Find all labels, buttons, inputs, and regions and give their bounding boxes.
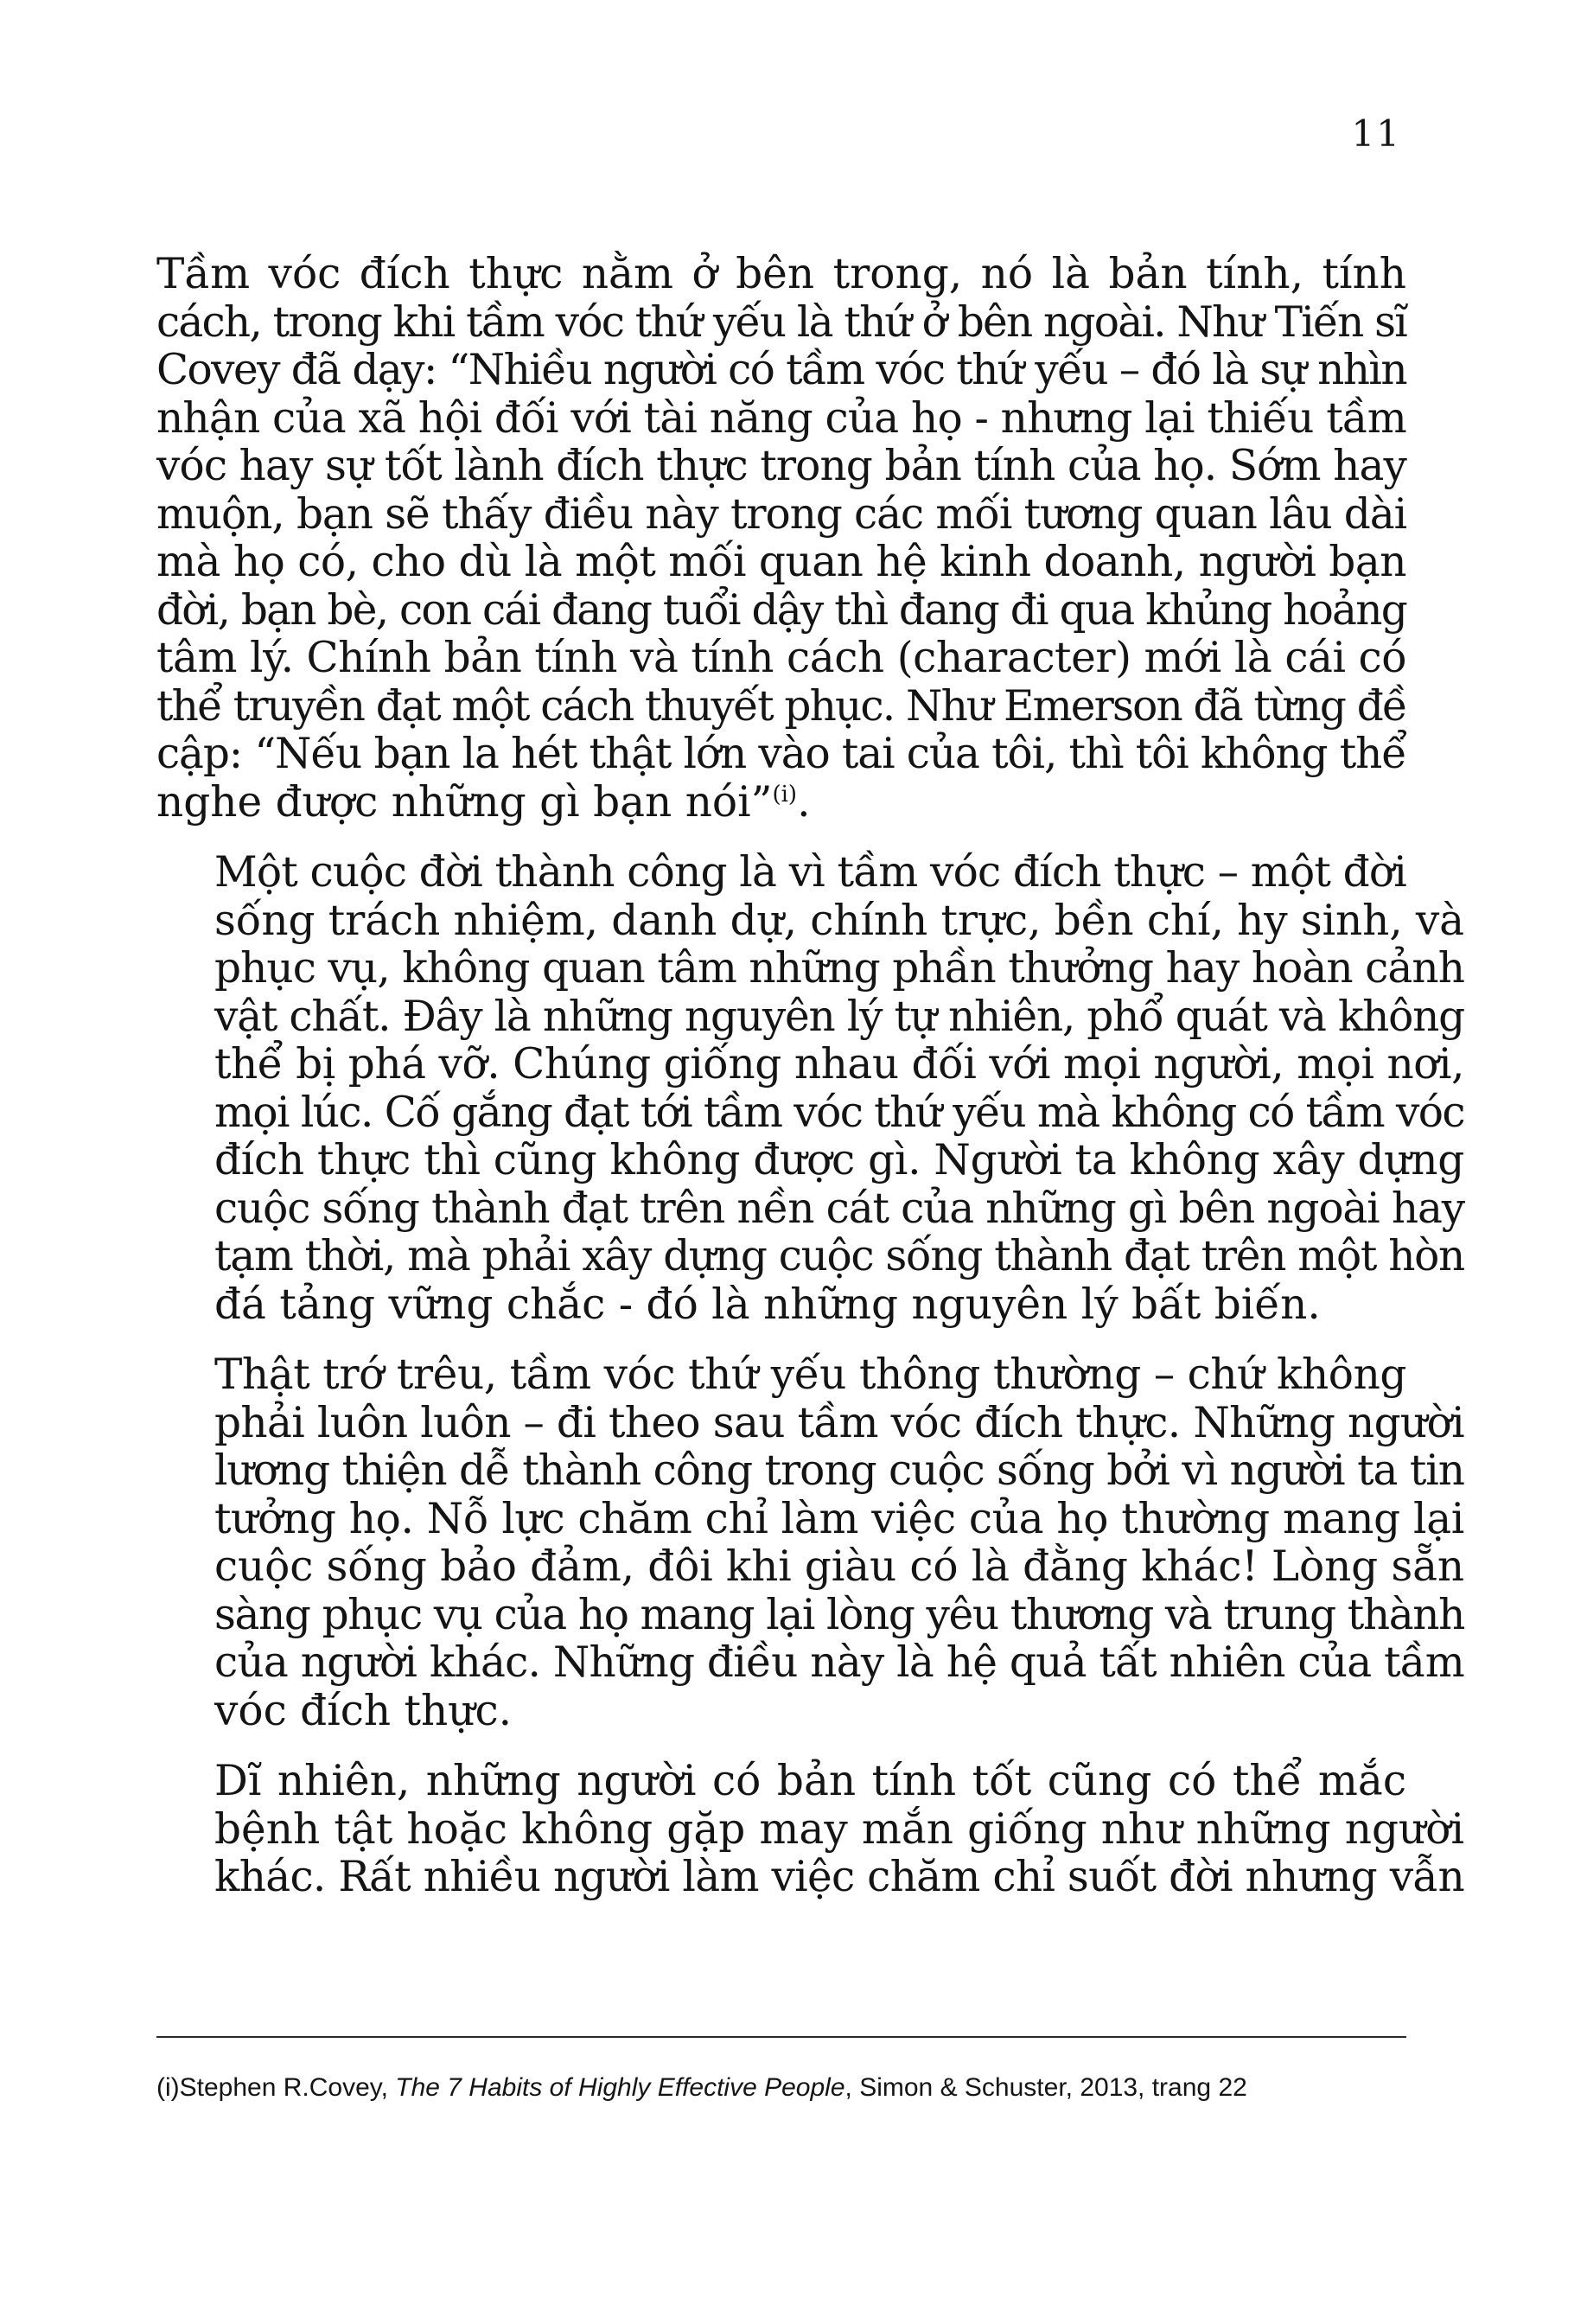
text-line: thể bị phá vỡ. Chúng giống nhau đối với mọi người, mọi nơi, — [214, 1040, 1464, 1089]
footnote-marker: (i) — [156, 2073, 180, 2102]
paragraph-1 — [156, 251, 1406, 827]
page-number: 11 — [1351, 112, 1401, 155]
text-line: mà họ có, cho dù là một mối quan hệ kinh doanh, người bạn — [156, 538, 1406, 586]
text-line: cuộc sống thành đạt trên nền cát của những gì bên ngoài hay — [214, 1184, 1464, 1233]
text-line: Tầm vóc đích thực nằm ở bên trong, nó là bản tính, tính — [156, 250, 1406, 298]
paragraph-4 — [156, 1757, 1464, 1902]
footnote — [156, 2071, 1406, 2105]
text-line: Dĩ nhiên, những người có bản tính tốt cũng có thể mắc — [214, 1757, 1406, 1805]
text-line: tưởng họ. Nỗ lực chăm chỉ làm việc của họ thường mang lại — [214, 1494, 1464, 1543]
text-line: khác. Rất nhiều người làm việc chăm chỉ suốt đời nhưng vẫn — [214, 1853, 1464, 1901]
footnote-details: , Simon & Schuster, 2013, trang 22 — [844, 2073, 1247, 2102]
text-line: tạm thời, mà phải xây dựng cuộc sống thành đạt trên một hòn — [214, 1232, 1464, 1280]
footnote-book-title: The 7 Habits of Highly Effective People — [395, 2073, 845, 2102]
body-text — [156, 250, 1465, 1925]
footnote-author: Stephen R.Covey, — [179, 2073, 396, 2102]
footnote-reference: (i) — [772, 781, 798, 808]
text-line: Covey đã dạy: “Nhiều người có tầm vóc thứ yếu – đó là sự nhìn — [156, 346, 1406, 394]
text-line: muộn, bạn sẽ thấy điều này trong các mối tương quan lâu dài — [156, 489, 1406, 539]
sentence-end: . — [797, 777, 811, 827]
paragraph-2 — [156, 848, 1465, 1329]
footnote-rule — [156, 2036, 1406, 2038]
text-line: thể truyền đạt một cách thuyết phục. Như Emerson đã từng đề — [156, 681, 1406, 731]
paragraph-3 — [156, 1350, 1464, 1735]
text-line: phục vụ, không quan tâm những phần thưởng hay hoàn cảnh — [214, 944, 1464, 993]
text-line: đời, bạn bè, con cái đang tuổi dậy thì đang đi qua khủng hoảng — [156, 585, 1406, 635]
text-line: cập: “Nếu bạn la hét thật lớn vào tai của tôi, thì tôi không thể — [156, 730, 1406, 778]
text-line: bệnh tật hoặc không gặp may mắn giống như những người — [214, 1804, 1464, 1854]
text-line: sàng phục vụ của họ mang lại lòng yêu thương và trung thành — [214, 1590, 1464, 1639]
text-line-content: nghe được những gì bạn nói” — [156, 777, 773, 827]
text-line: cuộc sống bảo đảm, đôi khi giàu có là đằng khác! Lòng sẵn — [214, 1542, 1464, 1591]
text-line — [156, 779, 1406, 827]
text-line: nhận của xã hội đối với tài năng của họ - nhưng lại thiếu tầm — [156, 393, 1406, 443]
text-line: mọi lúc. Cố gắng đạt tới tầm vóc thứ yếu mà không có tầm vóc — [214, 1088, 1464, 1137]
text-line: tâm lý. Chính bản tính và tính cách (character) mới là cái có — [156, 634, 1406, 682]
text-line: phải luôn luôn – đi theo sau tầm vóc đích thực. Những người — [214, 1398, 1464, 1447]
text-line: của người khác. Những điều này là hệ quả tất nhiên của tầm — [214, 1638, 1464, 1687]
text-line: vóc đích thực. — [214, 1686, 513, 1735]
text-line: cách, trong khi tầm vóc thứ yếu là thứ ở bên ngoài. Như Tiến sĩ — [156, 297, 1406, 347]
text-line: lương thiện dễ thành công trong cuộc sống bởi vì người ta tin — [214, 1446, 1464, 1495]
text-line: đá tảng vững chắc - đó là những nguyên lý bất biến. — [214, 1280, 1321, 1329]
text-line: sống trách nhiệm, danh dự, chính trực, bền chí, hy sinh, và — [214, 896, 1464, 945]
text-line: vóc hay sự tốt lành đích thực trong bản tính của họ. Sớm hay — [156, 442, 1406, 490]
text-line: Một cuộc đời thành công là vì tầm vóc đích thực – một đời — [214, 848, 1406, 897]
text-line: Thật trớ trêu, tầm vóc thứ yếu thông thường – chứ không — [214, 1350, 1406, 1399]
text-line: vật chất. Đây là những nguyên lý tự nhiên, phổ quát và không — [214, 992, 1465, 1041]
text-line: đích thực thì cũng không được gì. Người ta không xây dựng — [214, 1136, 1464, 1184]
